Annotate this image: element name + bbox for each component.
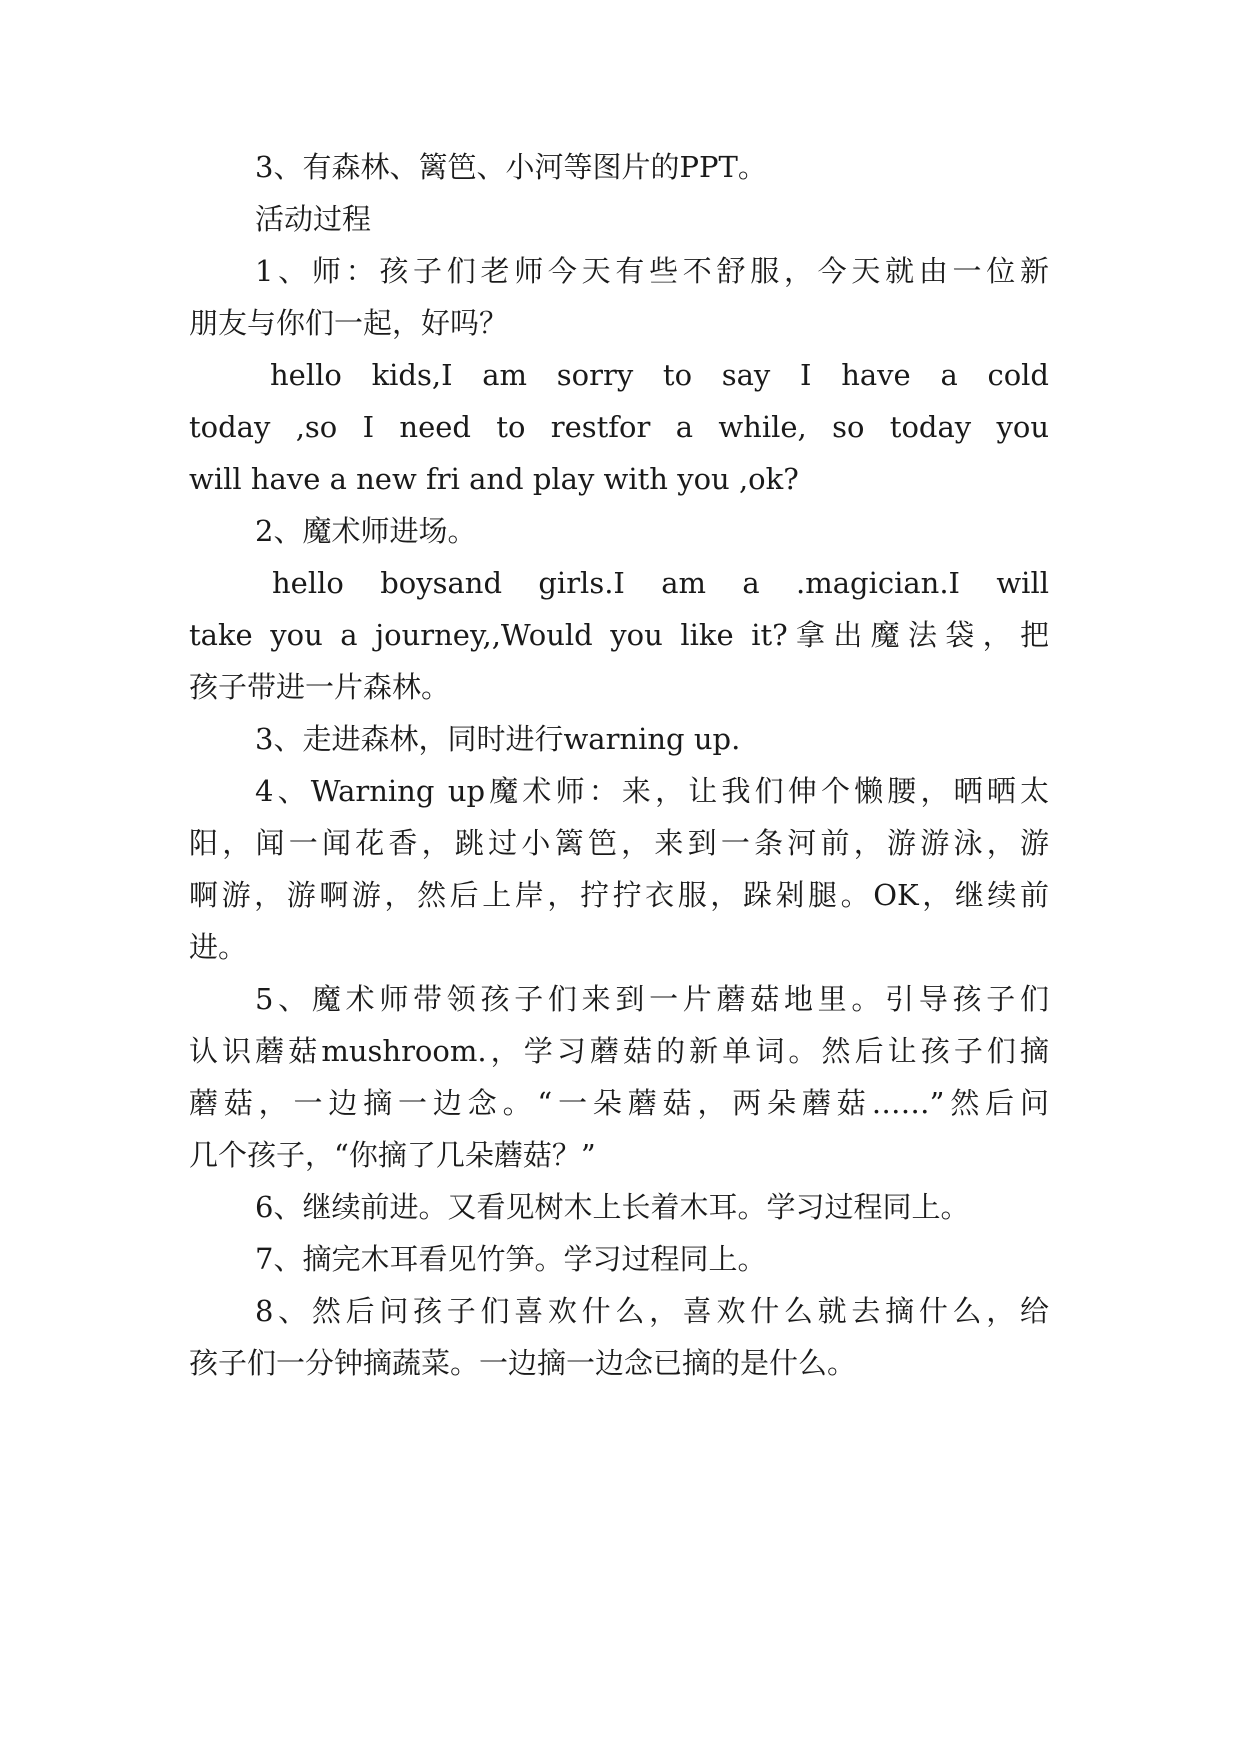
text-line: 6、继续前进。又看见树木上长着木耳。学习过程同上。: [255, 1190, 970, 1224]
text-line: 3、走进森林，同时进行warning up.: [255, 722, 741, 756]
text-line: 进。: [189, 930, 248, 964]
text-line: hello kids,I am sorry to say I have a cold: [270, 358, 1049, 392]
text-line: 几个孩子，“你摘了几朵蘑菇？”: [189, 1138, 596, 1172]
text-line: today ,so I need to restfor a while, so today you: [189, 410, 1049, 444]
text-line: 4、Warning up魔术师：来，让我们伸个懒腰，晒晒太: [255, 774, 1049, 808]
section-heading: 活动过程: [255, 202, 372, 236]
text-line: 蘑菇，一边摘一边念。“一朵蘑菇，两朵蘑菇……”然后问: [189, 1086, 1049, 1120]
text-line: 啊游，游啊游，然后上岸，拧拧衣服，跺剁腿。OK，继续前: [189, 878, 1049, 912]
text-line: 阳，闻一闻花香，跳过小篱笆，来到一条河前，游游泳，游: [189, 826, 1049, 860]
text-line: 孩子们一分钟摘蔬菜。一边摘一边念已摘的是什么。: [189, 1346, 857, 1380]
text-line: 3、有森林、篱笆、小河等图片的PPT。: [255, 150, 767, 184]
text-line: 孩子带进一片森林。: [189, 670, 451, 704]
text-line: hello boysand girls.I am a .magician.I will: [272, 566, 1049, 600]
text-line: 5、魔术师带领孩子们来到一片蘑菇地里。引导孩子们: [255, 982, 1049, 1016]
text-line: 8、然后问孩子们喜欢什么，喜欢什么就去摘什么，给: [255, 1294, 1049, 1328]
text-line: take you a journey,,Would you like it?拿出魔法袋，把: [189, 618, 1049, 652]
text-line: 朋友与你们一起，好吗？: [189, 306, 509, 340]
text-line: 认识蘑菇mushroom.，学习蘑菇的新单词。然后让孩子们摘: [189, 1034, 1049, 1068]
text-line: will have a new fri and play with you ,ok?: [189, 462, 799, 496]
text-line: 7、摘完木耳看见竹笋。学习过程同上。: [255, 1242, 767, 1276]
text-line: 2、魔术师进场。: [255, 514, 477, 548]
text-line: 1、师：孩子们老师今天有些不舒服，今天就由一位新: [255, 254, 1049, 288]
